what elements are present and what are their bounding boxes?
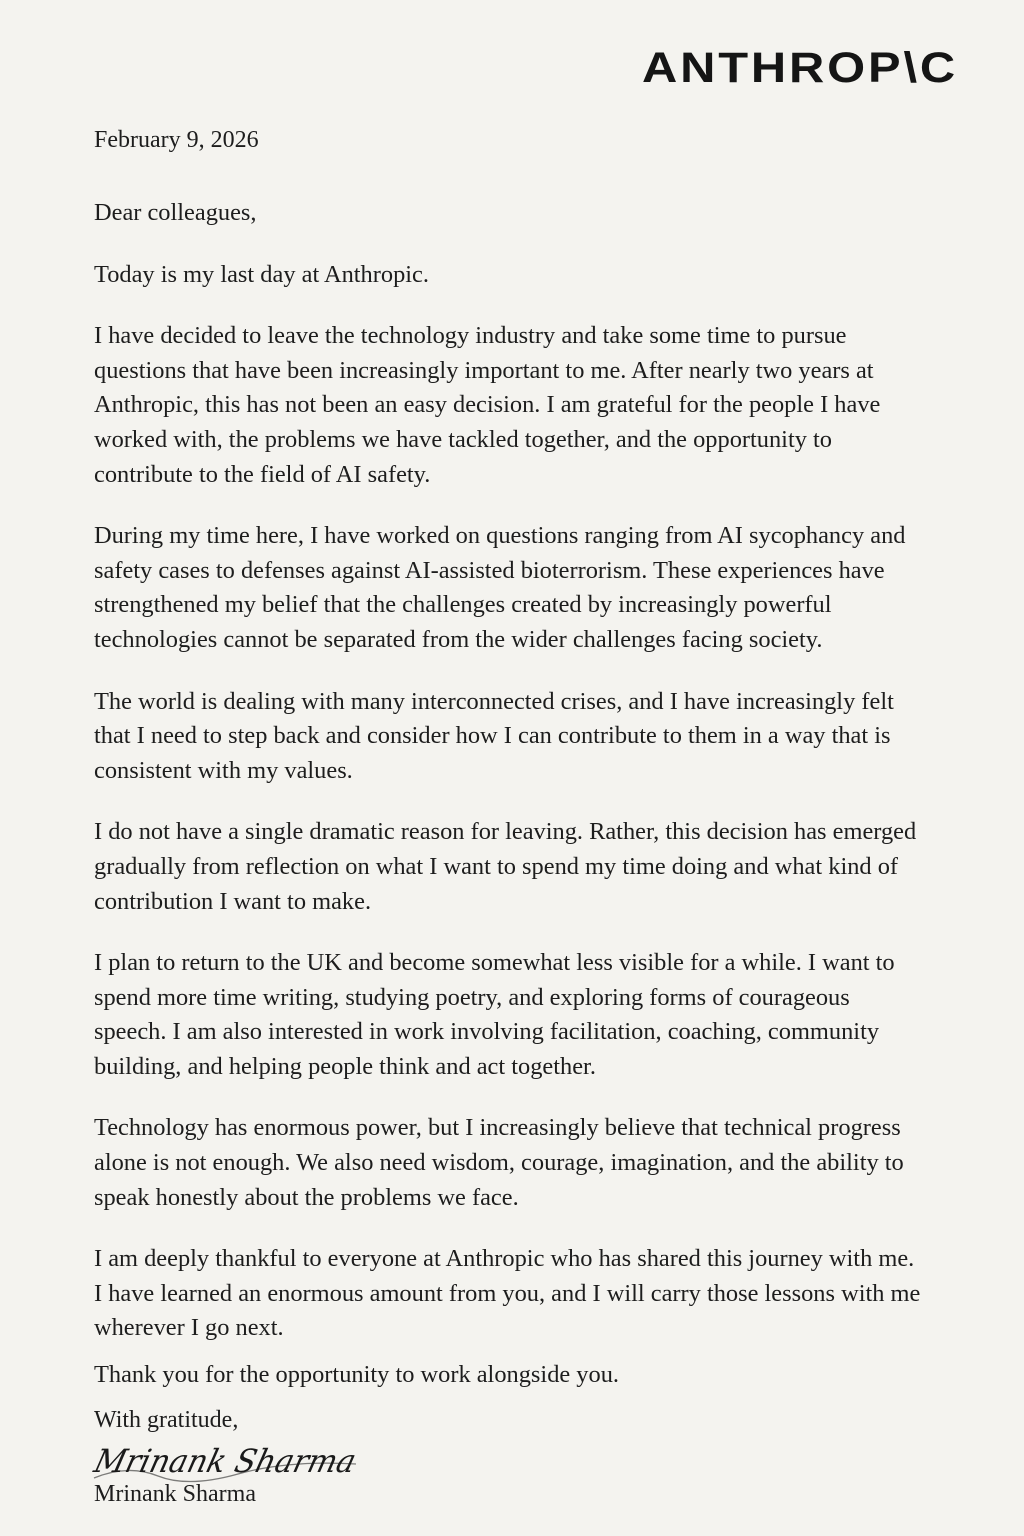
paragraph-1: Today is my last day at Anthropic. xyxy=(94,260,429,288)
paragraph-4: The world is dealing with many interconnected crises, and I have increasingly felt that I need to step back and consider how I can contribute to them in a way that is consistent with my values. xyxy=(94,687,894,784)
paragraph-3: During my time here, I have worked on questions ranging from AI sycophancy and safety cases to defenses against AI-assisted bioterrorism. These experiences have strengthened my belief that the challenges created by increasingly powerful technologies cannot be separated from the wider challenges facing society. xyxy=(94,522,906,653)
paragraph-7: Technology has enormous power, but I increasingly believe that technical progress alone is not enough. We also need wisdom, courage, imagination, and the ability to speak honestly about the problems we face. xyxy=(94,1114,904,1211)
logo-text: ANTHROP\C xyxy=(642,44,958,90)
paragraph-8: I am deeply thankful to everyone at Anthropic who has shared this journey with me. I have learned an enormous amount from you, and I will carry those lessons with me wherever I go next. xyxy=(94,1245,921,1342)
signer-name: Mrinank Sharma xyxy=(94,1481,256,1507)
salutation: Dear colleagues, xyxy=(94,199,257,226)
closing: With gratitude, xyxy=(94,1407,239,1433)
anthropic-logo xyxy=(642,44,960,90)
paragraph-2: I have decided to leave the technology industry and take some time to pursue questions that have been increasingly important to me. After nearly two years at Anthropic, this has not been an easy decision. I am grateful for the people I have worked with, the problems we have tackled together, and the opportunity to contribute to the field of AI safety. xyxy=(94,322,881,488)
paragraph-6: I plan to return to the UK and become somewhat less visible for a while. I want to spend more time writing, studying poetry, and exploring forms of courageous speech. I am also interested in work involving facilitation, coaching, community building, and helping people think and act together. xyxy=(94,949,895,1080)
letter-date: February 9, 2026 xyxy=(94,127,259,153)
signature-script: Mrinank Sharma xyxy=(90,1442,368,1480)
paragraph-9: Thank you for the opportunity to work alongside you. xyxy=(94,1361,619,1389)
letter-body xyxy=(94,196,924,1420)
paragraph-5: I do not have a single dramatic reason for leaving. Rather, this decision has emerged gradually from reflection on what I want to spend my time doing and what kind of contribution I want to make. xyxy=(94,818,917,915)
